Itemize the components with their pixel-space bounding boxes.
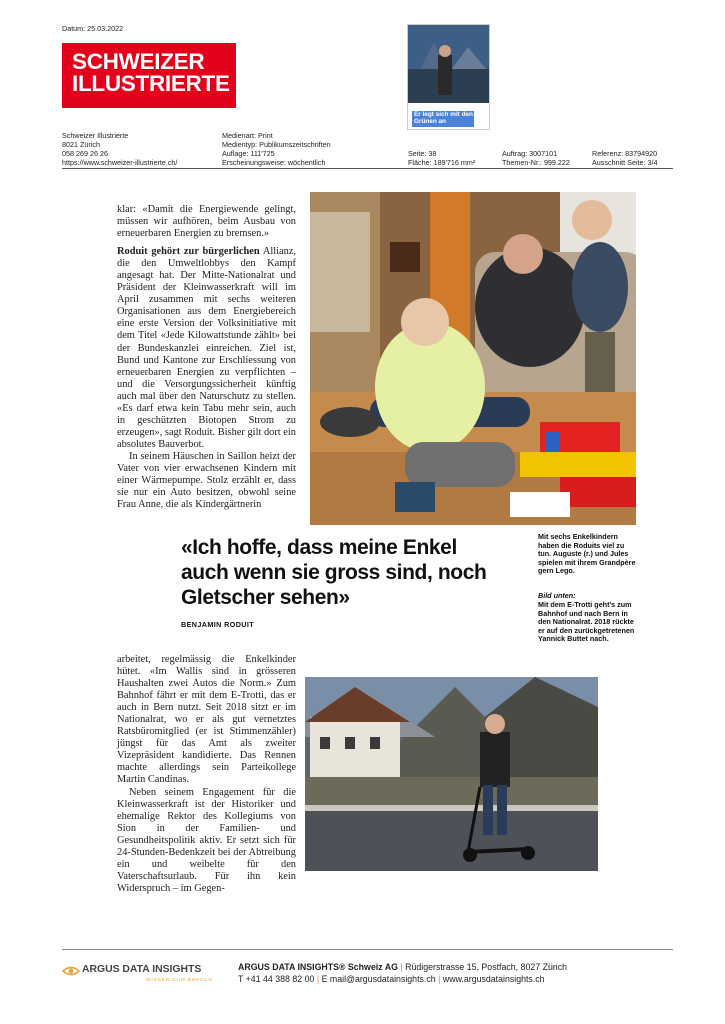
pull-quote: «Ich hoffe, dass meine Enkel auch wenn sie gross sind, noch Gletscher sehen»	[181, 536, 487, 609]
page-info	[408, 149, 475, 167]
media-info	[222, 131, 331, 167]
footer-brand: ARGUS DATA INSIGHTS	[82, 964, 202, 975]
paragraph-2	[117, 246, 296, 451]
paragraph-2-text: Allianz, die den Umweltlobbys den Kampf angesagt hat. Der Mitte-Nationalrat und Präsident der Kleinwasserkraft will im April zusammen mit sechs weiteren Organisationen aus dem Energiebereich eine erste Version der Volksinitiative mit dem Titel «Jede Kilowattstunde zählt» bei der Bundeskanzlei einreichen. Ziel ist, Bund und Kantone zur Erschliessung von erneuerbaren Energien zu verpflichten – und die Versorgungssicherheit künftig auch mal über den Naturschutz zu stellen. «Es darf etwa kein Tabu mehr sein, auch in geschützten Biotopen Strom zu erzeugen», sagt Roduit. Bisher gilt dort ein absolutes Bauverbot.	[117, 246, 296, 450]
photo-family-lego-image	[310, 192, 636, 525]
paragraph-4: arbeitet, regelmässig die Enkelkinder hütet. «Im Wallis sind in grösseren Haushalten zwei Autos die Norm.» Zum Bahnhof fährt er mit dem E-Trotti, das er auch in Bern nutzt. Seit 2018 sitzt er im Nationalrat, wo er als gut vernetztes Ratsbüromitglied (er ist Stimmenzähler) jüngst für das Amt als zweiter Vizepräsident kandidierte. Das Rennen machte allerdings sein Parteikollege Martin Candinas.	[117, 654, 296, 786]
thumbnail-caption: Er legt sich mit den Grünen an	[414, 111, 473, 126]
footer-phone[interactable]: T +41 44 388 82 00	[238, 974, 315, 984]
article-column-top	[117, 204, 296, 511]
publication-logo	[62, 43, 236, 108]
header-divider	[62, 168, 673, 169]
separator-2: |	[316, 974, 320, 984]
topic-number: Themen-Nr.: 999.222	[502, 158, 570, 167]
separator-3: |	[438, 974, 441, 984]
paragraph-3: In seinem Häuschen in Saillon heizt der Vater von vier erwachsenen Kindern mit einer Wärmepumpe. Stolz erzählt er, dass sie nur ein Auto besitzen, obwohl seine Frau Anne, die als Kindergärtnerin	[117, 450, 296, 511]
clipping-date: Datum: 25.03.2022	[62, 24, 124, 33]
reference-number: Referenz: 83794920	[592, 149, 658, 158]
separator-1: |	[400, 962, 403, 972]
publisher-info	[62, 131, 177, 167]
footer-contact	[238, 961, 678, 985]
page-number: Seite: 38	[408, 149, 437, 158]
footer-tagline: WISSEN ZUM ERFOLG	[146, 978, 214, 983]
footer-web[interactable]: www.argusdatainsights.ch	[442, 974, 545, 984]
publisher-url[interactable]: https://www.schweizer-illustrierte.ch/	[62, 158, 178, 167]
caption-top: Mit sechs Enkelkindern haben die Roduits viel zu tun. Auguste (r.) und Jules spielen mit ihrem Grandpère gern Lego.	[538, 532, 636, 576]
photo-e-scooter-image	[305, 677, 598, 871]
photo-family-lego	[310, 192, 636, 525]
argus-eye-icon	[62, 965, 80, 977]
media-type: Medienart: Print	[222, 131, 273, 140]
logo-line-1: SCHWEIZER	[72, 49, 205, 74]
paragraph-5: Neben seinem Engagement für die Kleinwasserkraft ist der Historiker und ehemalige Rektor des Kollegiums von Sion in der Familien- und Gesundheitspolitik aktiv. Er setzt sich für 24-Stunden-Bedenkzeit bei der Abtreibung ein und weibelte für den Vaterschaftsurlaub. Für ihn kein Widerspruch – im Gegen-	[117, 786, 296, 894]
lead-in: Roduit gehört zur bürgerlichen	[117, 246, 260, 258]
publisher-phone: 058 269 26 26	[62, 149, 108, 158]
order-number: Auftrag: 3007101	[502, 149, 558, 158]
article-column-bottom	[117, 654, 296, 895]
clipping-page: Ausschnitt Seite: 3/4	[592, 158, 658, 167]
caption-label: Bild unten:	[538, 591, 576, 600]
caption-bottom: Mit dem E-Trotti geht's zum Bahnhof und nach Bern in den Nationalrat. 2018 rückte er auf den zurückgetretenen Yannick Buttet nach.	[538, 600, 635, 644]
logo-line-2: ILLUSTRIERTE	[72, 71, 230, 96]
publisher-city: 8021 Zürich	[62, 140, 100, 149]
paragraph-1: klar: «Damit die Energiewende gelingt, müssen wir aufhören, beim Ausbau von erneuerbaren Energien zu bremsen.»	[117, 204, 296, 240]
quote-author: BENJAMIN RODUIT	[181, 620, 255, 629]
page-area: Fläche: 189'716 mm²	[408, 158, 476, 167]
media-category: Medientyp: Publikumszeitschriften	[222, 140, 331, 149]
order-info	[502, 149, 570, 167]
reference-info	[592, 149, 658, 167]
publication-frequency: Erscheinungsweise: wöchentlich	[222, 158, 326, 167]
circulation: Auflage: 111'725	[222, 149, 275, 158]
footer-divider	[62, 949, 673, 950]
page-thumbnail	[407, 24, 490, 130]
publisher-name: Schweizer Illustrierte	[62, 131, 129, 140]
footer-company: ARGUS DATA INSIGHTS® Schweiz AG	[238, 962, 398, 972]
photo-e-scooter	[305, 677, 598, 871]
footer-address: Rüdigerstrasse 15, Postfach, 8027 Zürich	[405, 962, 568, 972]
footer-email[interactable]: E mail@argusdatainsights.ch	[321, 974, 436, 984]
